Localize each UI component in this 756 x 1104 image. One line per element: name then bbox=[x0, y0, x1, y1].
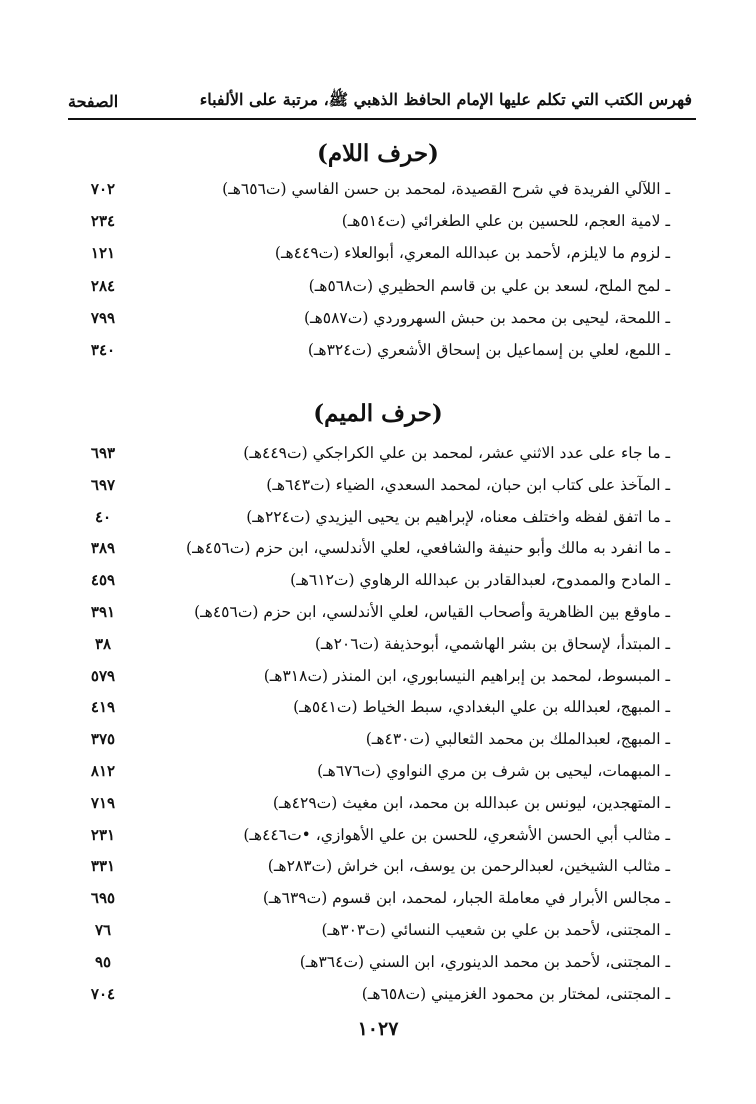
page-number: ١٠٢٧ bbox=[357, 1018, 399, 1040]
index-entry bbox=[86, 470, 670, 500]
index-entry bbox=[86, 947, 670, 977]
entry-page-number: ٢٨٤ bbox=[90, 276, 116, 295]
entry-page-number: ٨١٢ bbox=[90, 762, 116, 780]
index-entry bbox=[86, 174, 670, 204]
entry-title: ـ اللآلي الفريدة في شرح القصيدة، لمحمد بن حسن الفاسي (ت٦٥٦هـ) bbox=[222, 180, 670, 198]
entry-page-number: ٧٠٢ bbox=[90, 180, 116, 198]
entry-title: ـ ما اتفق لفظه واختلف معناه، لإبراهيم بن يحيى اليزيدي (ت٢٢٤هـ) bbox=[246, 507, 670, 526]
entry-title: ـ المتهجدين، ليونس بن عبدالله بن محمد، ابن مغيث (ت٤٢٩هـ) bbox=[272, 793, 670, 812]
entry-title: ـ المادح والممدوح، لعبدالقادر بن عبدالله الرهاوي (ت٦١٢هـ) bbox=[290, 571, 670, 590]
index-entry bbox=[86, 883, 670, 913]
entry-title: ـ المبهج، لعبدالملك بن محمد الثعالبي (ت٤٣٠هـ) bbox=[365, 730, 670, 749]
entry-title: ـ المآخذ على كتاب ابن حبان، لمحمد السعدي، الضياء (ت٦٤٣هـ) bbox=[266, 475, 670, 494]
header-rule bbox=[68, 118, 696, 120]
entry-page-number: ٣٧٥ bbox=[90, 730, 116, 749]
entry-page-number: ٤١٩ bbox=[90, 698, 116, 717]
index-entry bbox=[86, 724, 670, 754]
entry-title: ـ ما انفرد به مالك وأبو حنيفة والشافعي، لعلي الأندلسي، ابن حزم (ت٤٥٦هـ) bbox=[186, 539, 670, 558]
entry-title: ـ المبهمات، ليحيى بن شرف بن مري النواوي (ت٦٧٦هـ) bbox=[317, 762, 670, 780]
index-entry bbox=[86, 533, 670, 563]
entry-title: ـ لمح الملح، لسعد بن علي بن قاسم الحظيري (ت٥٦٨هـ) bbox=[308, 276, 670, 295]
index-entry bbox=[86, 206, 670, 236]
index-entry bbox=[86, 502, 670, 532]
index-entry bbox=[86, 629, 670, 659]
index-entry bbox=[86, 565, 670, 595]
entry-page-number: ٧٠٤ bbox=[90, 984, 116, 1003]
index-entry bbox=[86, 661, 670, 691]
header-title: فهرس الكتب التي تكلم عليها الإمام الحافظ الذهبي ﷺ، مرتبة على الألفباء bbox=[199, 89, 692, 109]
index-entry bbox=[86, 335, 670, 365]
entry-page-number: ٣٣١ bbox=[90, 857, 116, 876]
entry-page-number: ٣٤٠ bbox=[90, 341, 116, 359]
index-entry bbox=[86, 979, 670, 1009]
index-entry bbox=[86, 303, 670, 333]
entry-title: ـ المجتنى، لأحمد بن محمد الدينوري، ابن السني (ت٣٦٤هـ) bbox=[299, 952, 670, 971]
entry-title: ـ ما جاء على عدد الاثني عشر، لمحمد بن علي الكراجكي (ت٤٤٩هـ) bbox=[243, 444, 670, 462]
index-entry bbox=[86, 438, 670, 468]
entry-title: ـ المبتدأ، لإسحاق بن بشر الهاشمي، أبوحذيفة (ت٢٠٦هـ) bbox=[314, 634, 670, 653]
index-entry bbox=[86, 851, 670, 881]
entry-title: ـ لامية العجم، للحسين بن علي الطغرائي (ت٥١٤هـ) bbox=[341, 212, 670, 231]
entry-title: ـ لزوم ما لايلزم، لأحمد بن عبدالله المعري، أبوالعلاء (ت٤٤٩هـ) bbox=[274, 244, 670, 263]
entry-title: ـ المبسوط، لمحمد بن إبراهيم النيسابوري، ابن المنذر (ت٣١٨هـ) bbox=[263, 666, 670, 685]
index-entry bbox=[86, 597, 670, 627]
entry-title: ـ ماوقع بين الظاهرية وأصحاب القياس، لعلي الأندلسي، ابن حزم (ت٤٥٦هـ) bbox=[194, 603, 670, 621]
index-entry bbox=[86, 692, 670, 722]
index-entry bbox=[86, 271, 670, 301]
entry-page-number: ٢٣١ bbox=[90, 825, 116, 844]
entry-page-number: ٤٠ bbox=[94, 507, 112, 526]
entry-page-number: ٢٣٤ bbox=[90, 212, 116, 231]
index-entry bbox=[86, 788, 670, 818]
index-entry bbox=[86, 915, 670, 945]
index-entry bbox=[86, 238, 670, 268]
running-header bbox=[68, 88, 692, 114]
entry-page-number: ٧٩٩ bbox=[90, 308, 116, 327]
section-heading: (حرف الميم) bbox=[313, 400, 443, 427]
section-heading: (حرف اللام) bbox=[317, 140, 439, 167]
entry-page-number: ٥٧٩ bbox=[90, 666, 116, 685]
entry-page-number: ٦٩٥ bbox=[90, 889, 116, 908]
entry-title: ـ مثالب الشيخين، لعبدالرحمن بن يوسف، ابن خراش (ت٢٨٣هـ) bbox=[267, 857, 670, 876]
entry-page-number: ٣٨ bbox=[94, 634, 112, 653]
entry-page-number: ٩٥ bbox=[94, 952, 112, 971]
entry-page-number: ٦٩٣ bbox=[90, 444, 116, 462]
entry-title: ـ مثالب أبي الحسن الأشعري، للحسن بن علي الأهوازي، •ت٤٤٦هـ) bbox=[243, 825, 670, 844]
entry-title: ـ اللمحة، ليحيى بن محمد بن حبش السهروردي (ت٥٨٧هـ) bbox=[304, 308, 670, 327]
header-page-column: الصفحة bbox=[68, 91, 119, 111]
entry-title: ـ اللمع، لعلي بن إسماعيل بن إسحاق الأشعري (ت٣٢٤هـ) bbox=[307, 341, 670, 359]
entry-title: ـ مجالس الأبرار في معاملة الجبار، لمحمد، ابن قسوم (ت٦٣٩هـ) bbox=[262, 889, 670, 908]
entry-page-number: ١٢١ bbox=[90, 244, 116, 263]
entry-page-number: ٤٥٩ bbox=[90, 571, 116, 590]
entry-title: ـ المبهج، لعبدالله بن علي البغدادي، سبط الخياط (ت٥٤١هـ) bbox=[293, 698, 670, 717]
entry-title: ـ المجتنى، لمختار بن محمود الغزميني (ت٦٥٨هـ) bbox=[361, 984, 670, 1003]
entry-page-number: ٧٦ bbox=[94, 921, 112, 939]
index-entry bbox=[86, 756, 670, 786]
entry-page-number: ٣٨٩ bbox=[90, 539, 116, 558]
entry-page-number: ٦٩٧ bbox=[90, 475, 116, 494]
entry-page-number: ٧١٩ bbox=[90, 793, 116, 812]
index-entry bbox=[86, 820, 670, 850]
entry-title: ـ المجتنى، لأحمد بن علي بن شعيب النسائي (ت٣٠٣هـ) bbox=[321, 921, 670, 939]
entry-page-number: ٣٩١ bbox=[90, 603, 116, 621]
